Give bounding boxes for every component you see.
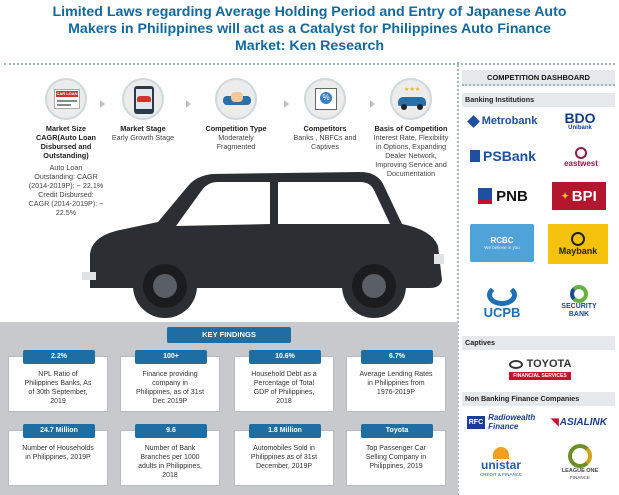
finding-desc: Number of Households in Philippines, 2019P (22, 445, 94, 461)
finding-card (234, 353, 334, 412)
finding-card (8, 427, 108, 486)
psbank-icon (470, 150, 480, 162)
finding-desc: Finance providing company in Philippines, as of 31st Dec 2019P (135, 371, 205, 405)
stage-competitors (278, 78, 372, 151)
finding-card (8, 353, 108, 412)
toyota-financial-logo: TOYOTA FINANCIAL SERVICES (492, 354, 588, 384)
title-line: Limited Laws regarding Average Holding Period and Entry of Japanese Auto (52, 4, 567, 20)
stage-title: Competition Type (205, 124, 267, 133)
psbank-logo: PSBank (464, 146, 542, 166)
finding-desc: Average Lending Rates in Philippines from 1976-2019P (359, 371, 433, 396)
stage-title: Market Size CAGR(Auto Loan Disbursed and Outstanding) (36, 124, 96, 160)
stage-text: Interest Rate, Flexibility in Options, Expanding Dealer Network, Improving Service and Documentation (373, 133, 449, 178)
finding-value: 6.7% (361, 350, 433, 364)
finding-card (120, 353, 220, 412)
title-line: Market: Ken Research (234, 38, 385, 54)
finding-card (346, 353, 446, 412)
asialink-icon: ◥ (551, 416, 559, 428)
finding-value: Toyota (361, 424, 433, 438)
title-line: Makers in Philippines will act as a Catalyst for Philippines Auto Finance (68, 21, 551, 37)
radiowealth-logo: RFC Radiowealth Finance (468, 413, 536, 431)
stage-title: Competitors (303, 124, 347, 133)
car-silhouette (60, 162, 448, 322)
car-loan-icon (45, 78, 87, 120)
page-title (0, 4, 619, 55)
maybank-logo: Maybank (548, 224, 608, 264)
ucpb-icon (487, 284, 517, 306)
finding-value: 10.6% (249, 350, 321, 364)
key-findings-header: KEY FINDINGS (167, 327, 291, 343)
finding-desc: Number of Bank Branches per 1000 adults in Philippines, 2018 (138, 445, 202, 479)
finding-value: 24.7 Million (23, 424, 95, 438)
dashboard-title: COMPETITION DASHBOARD (462, 70, 615, 86)
unistar-logo: unistar CREDIT & FINANCE (466, 440, 536, 484)
bdo-logo: BDO Unibank (564, 109, 596, 131)
bpi-icon: ✦ (561, 190, 569, 201)
stage-title: Basis of Competition (374, 124, 448, 133)
security-bank-logo: SECURITY BANK (550, 280, 608, 324)
league-one-logo: LEAGUE ONE FINANCE (548, 438, 612, 486)
asialink-logo: ◥ ASIALINK (551, 416, 607, 428)
stage-title: Market Stage (120, 124, 166, 133)
finding-card (234, 427, 334, 486)
eastwest-logo: eastwest (552, 144, 610, 170)
finding-desc: Automobiles Sold in Philippines as of 31st December, 2019P (250, 445, 318, 470)
tablet-car-icon (122, 78, 164, 120)
stage-text: Banks , NBFCs and Captives (293, 133, 357, 151)
bpi-logo: ✦ BPI (552, 182, 606, 210)
car-loan-badge: CAR LOAN (56, 91, 78, 96)
ucpb-logo: UCPB (470, 280, 534, 324)
finding-value: 2.2% (23, 350, 95, 364)
finding-desc: NPL Ratio of Philippines Banks, As of 30th September, 2019 (24, 371, 92, 405)
stage-text: Early Growth Stage (111, 133, 175, 142)
metrobank-logo: Metrobank (464, 112, 542, 130)
metrobank-icon (467, 115, 480, 128)
section-label-nbfc: Non Banking Finance Companies (462, 392, 615, 406)
divider (4, 63, 615, 65)
finding-card (346, 427, 446, 486)
stage-market-stage (98, 78, 188, 142)
stage-text: Auto Loan Outstanding: CAGR (2014-2019P): ~ 22.1% Credit Disbursed: CAGR (2014-2019P): ~ 22.5% (28, 163, 104, 217)
finding-value: 1.8 Million (249, 424, 321, 438)
security-bank-icon (570, 285, 588, 303)
stage-competition-type (186, 78, 286, 151)
section-label-captives: Captives (462, 336, 615, 350)
handshake-icon (215, 78, 257, 120)
eastwest-icon (575, 147, 587, 159)
finding-desc: Household Debt as a Percentage of Total GDP of Philippines, 2018 (251, 371, 317, 405)
maybank-icon (571, 232, 585, 246)
pnb-logo: PNB (464, 184, 542, 208)
section-label-banking: Banking Institutions (462, 93, 615, 107)
car-rating-icon: ★★★ (390, 78, 432, 120)
rcbc-logo: RCBC We believe in you (470, 224, 534, 262)
pnb-icon (478, 188, 492, 204)
toyota-icon (509, 360, 523, 369)
finding-card (120, 427, 220, 486)
stage-text: Moderately Fragmented (216, 133, 256, 151)
finding-value: 100+ (135, 350, 207, 364)
finding-value: 9.6 (135, 424, 207, 438)
finding-desc: Top Passenger Car Selling Company in Philippines, 2019 (365, 445, 427, 470)
competitors-icon: % (304, 78, 346, 120)
league-one-icon (568, 444, 592, 468)
